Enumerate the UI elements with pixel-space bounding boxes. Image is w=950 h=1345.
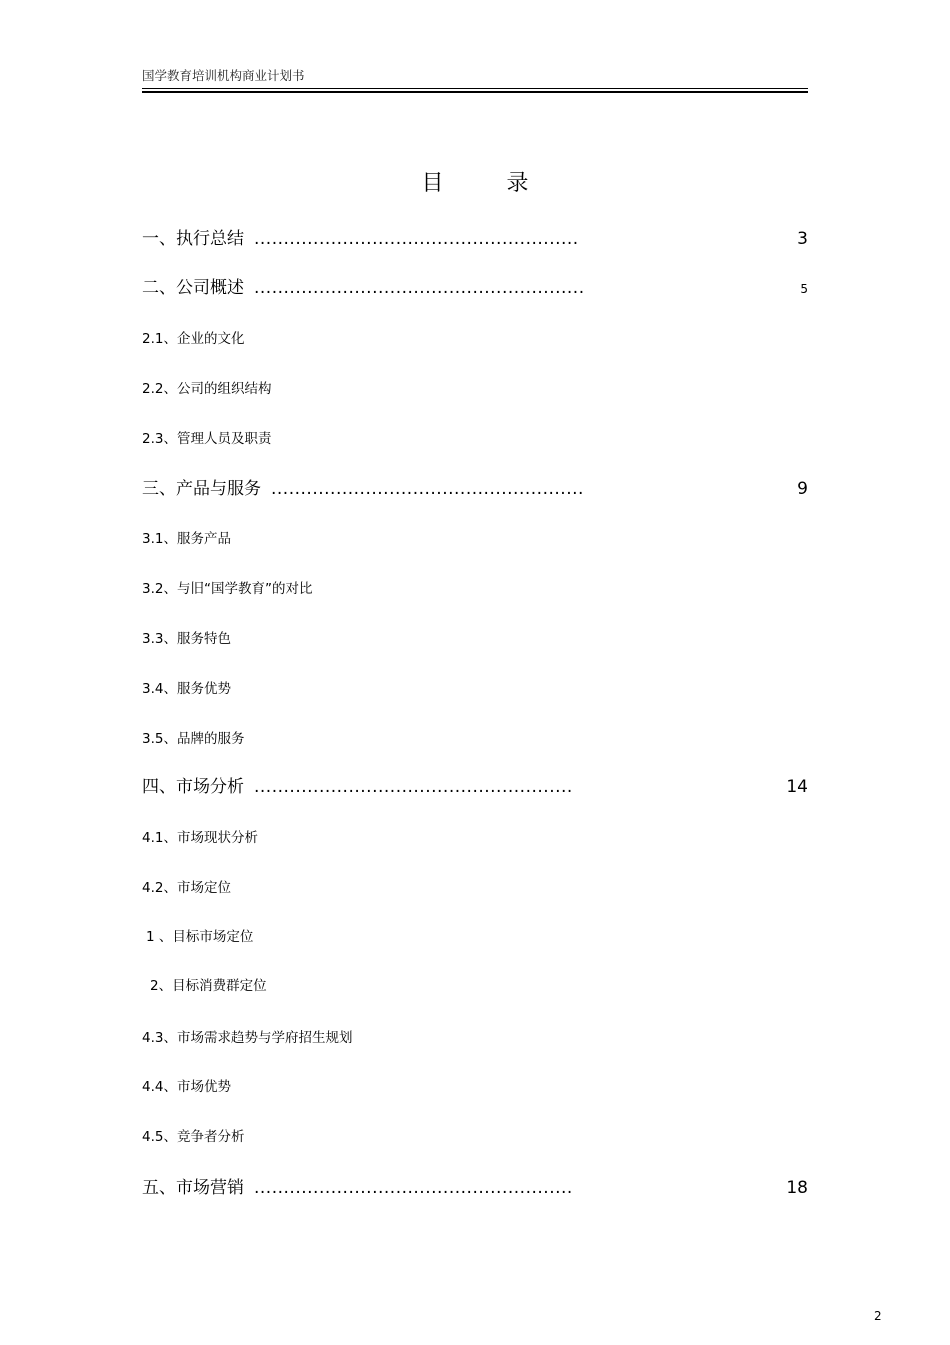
header-divider-thick — [142, 91, 808, 93]
toc-entry-label: 四、市场分析 — [142, 777, 244, 797]
toc-subentry-label: 3.4、服务优势 — [142, 681, 231, 697]
toc-entry-label: 二、公司概述 — [142, 278, 244, 298]
toc-page-number: 14 — [786, 777, 808, 797]
toc-page-number: 3 — [797, 229, 808, 249]
toc-subentry[interactable] — [142, 427, 808, 447]
toc-subentry-label: 4.2、市场定位 — [142, 880, 231, 896]
toc-subentry-label: 4.4、市场优势 — [142, 1079, 231, 1095]
document-header-title: 国学教育培训机构商业计划书 — [142, 68, 305, 83]
toc-subentry[interactable] — [142, 1026, 808, 1046]
toc-subentry-label: 2、目标消费群定位 — [150, 978, 267, 994]
toc-page-number: 5 — [800, 282, 808, 296]
toc-leader-dots: ........................................................ — [254, 278, 585, 298]
toc-title: 目 录 — [421, 171, 557, 196]
toc-subentry-label: 2.3、管理人员及职责 — [142, 431, 272, 447]
footer-page-number: 2 — [874, 1309, 882, 1323]
toc-subentry[interactable] — [146, 925, 812, 945]
toc-subentry-label: 2.2、公司的组织结构 — [142, 381, 272, 397]
toc-subentry[interactable] — [142, 577, 808, 597]
toc-subentry[interactable] — [150, 974, 816, 994]
toc-entry-label: 一、执行总结 — [142, 229, 244, 249]
toc-leader-dots: ...................................................... — [254, 1178, 573, 1198]
toc-subentry-label: 3.1、服务产品 — [142, 531, 231, 547]
toc-entry-2[interactable] — [142, 273, 808, 298]
toc-leader-dots: ...................................................... — [254, 777, 573, 797]
header-divider-thin — [142, 88, 808, 89]
toc-leader-dots: ..................................................... — [271, 479, 584, 499]
toc-subentry-label: 3.2、与旧“国学教育”的对比 — [142, 581, 313, 597]
toc-page-number: 18 — [786, 1178, 808, 1198]
toc-subentry-label: 4.5、竞争者分析 — [142, 1129, 245, 1145]
toc-entry-label: 三、产品与服务 — [142, 479, 261, 499]
toc-subentry-label: 2.1、企业的文化 — [142, 331, 245, 347]
toc-subentry-label: 4.1、市场现状分析 — [142, 830, 258, 846]
toc-page-number: 9 — [797, 479, 808, 499]
toc-subentry-label: 3.5、品牌的服务 — [142, 731, 245, 747]
toc-subentry-label: 1 、目标市场定位 — [146, 929, 254, 945]
toc-subentry[interactable] — [142, 677, 808, 697]
toc-subentry[interactable] — [142, 527, 808, 547]
toc-subentry[interactable] — [142, 627, 808, 647]
toc-subentry[interactable] — [142, 826, 808, 846]
toc-entry-5[interactable] — [142, 1173, 808, 1198]
toc-subentry-label: 4.3、市场需求趋势与学府招生规划 — [142, 1030, 353, 1046]
toc-entry-label: 五、市场营销 — [142, 1178, 244, 1198]
toc-entry-4[interactable] — [142, 772, 808, 797]
toc-subentry[interactable] — [142, 1075, 808, 1095]
toc-subentry[interactable] — [142, 876, 808, 896]
toc-subentry-label: 3.3、服务特色 — [142, 631, 231, 647]
toc-subentry[interactable] — [142, 727, 808, 747]
toc-subentry[interactable] — [142, 1125, 808, 1145]
toc-entry-1[interactable] — [142, 224, 808, 249]
toc-subentry[interactable] — [142, 377, 808, 397]
toc-subentry[interactable] — [142, 327, 808, 347]
toc-leader-dots: ....................................................... — [254, 229, 579, 249]
toc-entry-3[interactable] — [142, 474, 808, 499]
